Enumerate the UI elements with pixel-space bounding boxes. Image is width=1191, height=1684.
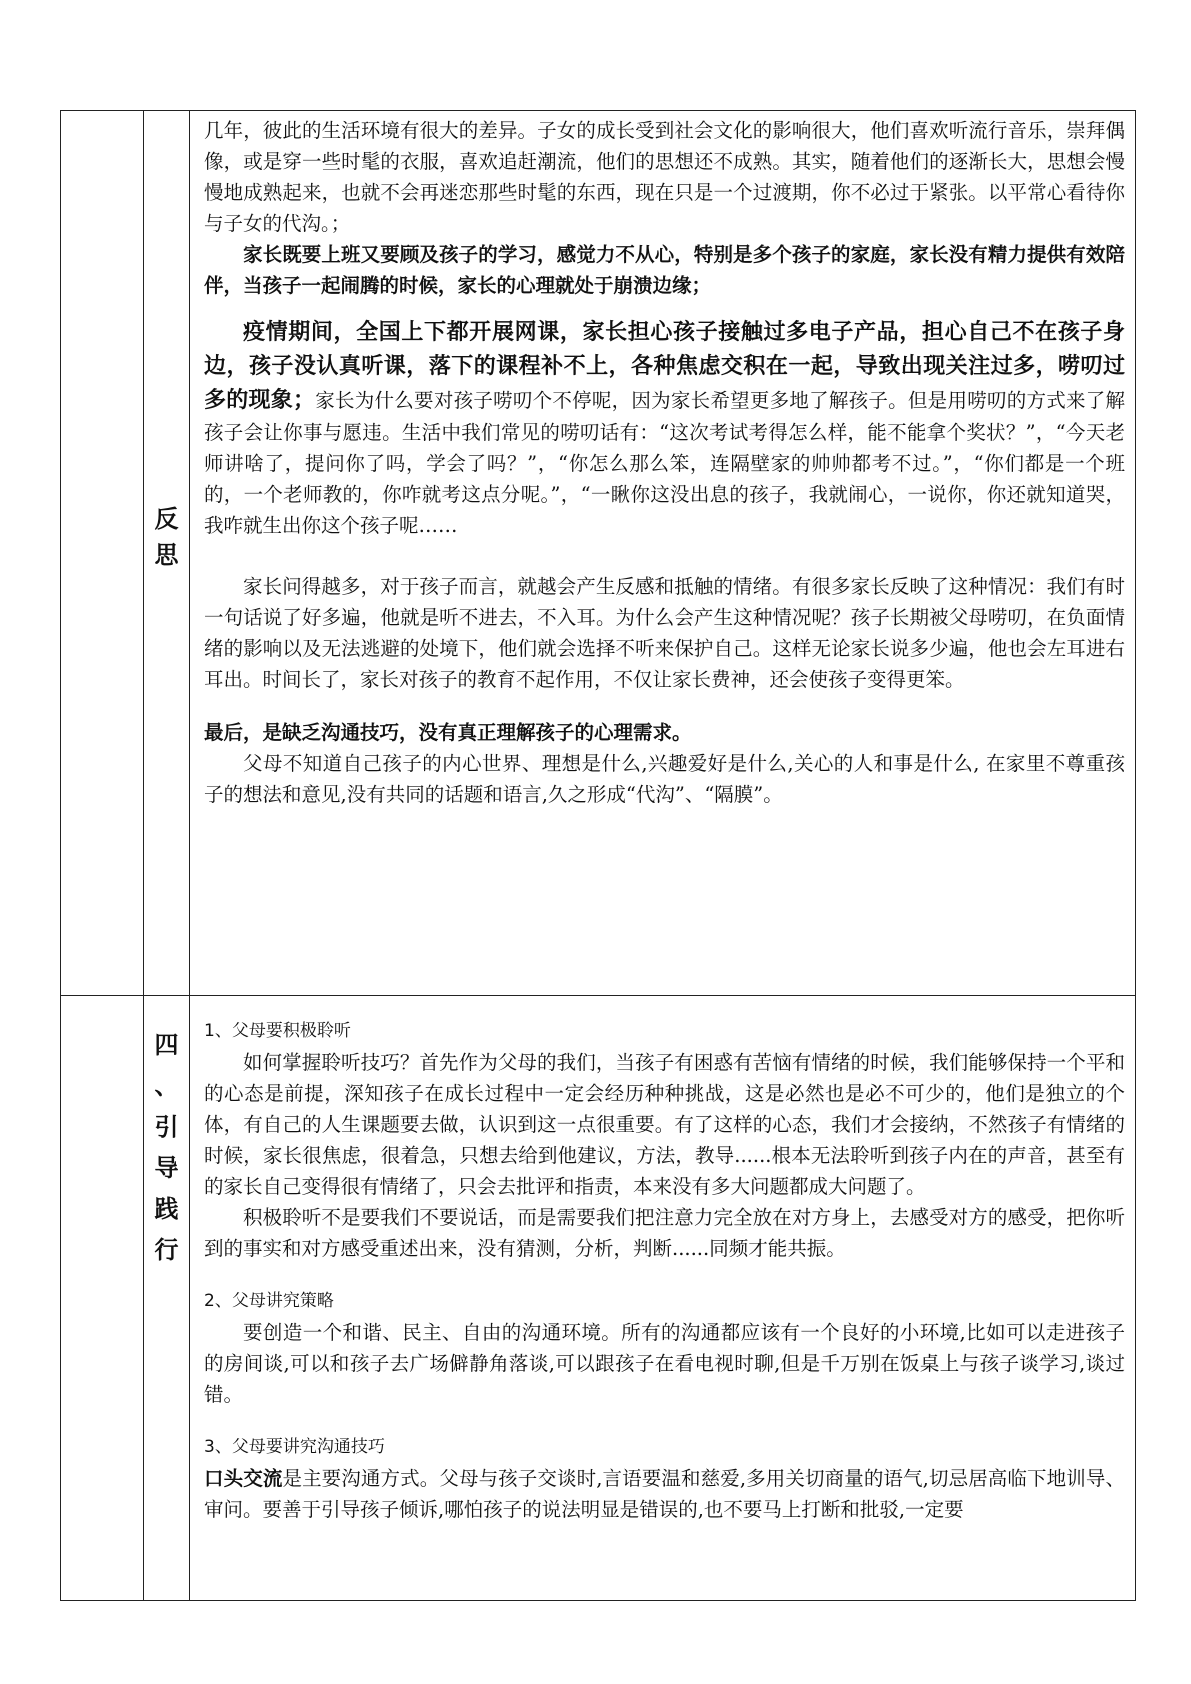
bold-paragraph: 最后，是缺乏沟通技巧，没有真正理解孩子的心理需求。 (204, 721, 692, 744)
label-char: 思 (154, 540, 179, 569)
label-char: 践 (154, 1194, 179, 1223)
paragraph (204, 315, 1125, 541)
label-char: 引 (154, 1112, 179, 1141)
paragraph-text: 是主要沟通方式。父母与孩子交谈时,言语要温和慈爱,多用关切商量的语气,切忌居高临下地训导、审问。要善于引导孩子倾诉,哪怕孩子的说法明显是错误的,也不要马上打断和批驳,一定要 (204, 1467, 1125, 1521)
paragraph: 要创造一个和谐、民主、自由的沟通环境。所有的沟通都应该有一个良好的小环境,比如可以走进孩子的房间谈,可以和孩子去广场僻静角落谈,可以跟孩子在看电视时聊,但是千万别在饭桌上与孩子谈学习,谈过错。 (204, 1321, 1125, 1406)
empty-left-cell (61, 996, 144, 1601)
section-label-guidance (144, 996, 189, 1270)
empty-left-cell (61, 111, 144, 996)
label-char: 、 (154, 1071, 179, 1100)
subsection-heading: 2、父母讲究策略 (204, 1291, 334, 1311)
section-label-cell (144, 111, 190, 996)
bold-lead: 口头交流 (204, 1467, 283, 1490)
label-char: 反 (154, 504, 179, 533)
paragraph: 几年，彼此的生活环境有很大的差异。子女的成长受到社会文化的影响很大，他们喜欢听流行音乐，崇拜偶像，或是穿一些时髦的衣服，喜欢追赶潮流，他们的思想还不成熟。其实，随着他们的逐渐长大，思想会慢慢地成熟起来，也就不会再迷恋那些时髦的东西，现在只是一个过渡期，你不必过于紧张。以平常心看待你与子女的代沟。； (204, 119, 1125, 235)
guidance-content-cell (190, 996, 1136, 1601)
lesson-table (60, 110, 1136, 1601)
bold-paragraph: 家长既要上班又要顾及孩子的学习，感觉力不从心，特别是多个孩子的家庭，家长没有精力提供有效陪伴，当孩子一起闹腾的时候，家长的心理就处于崩溃边缘； (204, 243, 1125, 297)
paragraph: 如何掌握聆听技巧？首先作为父母的我们，当孩子有困惑有苦恼有情绪的时候，我们能够保持一个平和的心态是前提，深知孩子在成长过程中一定会经历种种挑战，这是必然也是必不可少的，他们是独立的个体，有自己的人生课题要去做，认识到这一点很重要。有了这样的心态，我们才会接纳，不然孩子有情绪的时候，家长很焦虑，很着急，只想去给到他建议，方法，教导......根本无法聆听到孩子内在的声音，甚至有的家长自己变得很有情绪了，只会去批评和指责，本来没有多大问题都成大问题了。 (204, 1051, 1125, 1198)
section-label-reflection (144, 111, 189, 573)
label-char: 行 (154, 1235, 179, 1264)
section-label-cell (144, 996, 190, 1601)
label-char: 导 (154, 1153, 179, 1182)
subsection-heading: 1、父母要积极聆听 (204, 1021, 351, 1041)
bold-lead: 疫情期间，全国上下都开展网课，家长担心孩子接触过多电子产品，担心自己不在孩子身边，孩子没认真听课，落下的课程补不上，各种焦虑交积在一起，导致出现关注过多，唠叨过多的现象； (204, 319, 1125, 413)
subsection-heading: 3、父母要讲究沟通技巧 (204, 1437, 385, 1457)
paragraph: 家长问得越多，对于孩子而言，就越会产生反感和抵触的情绪。有很多家长反映了这种情况：我们有时一句话说了好多遍，他就是听不进去，不入耳。为什么会产生这种情况呢？孩子长期被父母唠叨，在负面情绪的影响以及无法逃避的处境下，他们就会选择不听来保护自己。这样无论家长说多少遍，他也会左耳进右耳出。时间长了，家长对孩子的教育不起作用，不仅让家长费神，还会使孩子变得更笨。 (204, 575, 1125, 691)
reflection-content-cell (190, 111, 1136, 996)
paragraph-text: 家长为什么要对孩子唠叨个不停呢，因为家长希望更多地了解孩子。但是用唠叨的方式来了解孩子会让你事与愿违。生活中我们常见的唠叨话有：“这次考试考得怎么样，能不能拿个奖状？”，“今天老师讲啥了，提问你了吗，学会了吗？”，“你怎么那么笨，连隔壁家的帅帅都考不过。”，“你们都是一个班的，一个老师教的，你咋就考这点分呢。”，“一瞅你这没出息的孩子，我就闹心，一说你，你还就知道哭，我咋就生出你这个孩子呢…… (204, 389, 1125, 537)
paragraph: 积极聆听不是要我们不要说话，而是需要我们把注意力完全放在对方身上，去感受对方的感受，把你听到的事实和对方感受重述出来，没有猜测，分析，判断......同频才能共振。 (204, 1206, 1125, 1260)
paragraph (204, 1463, 1125, 1525)
paragraph: 父母不知道自己孩子的内心世界、理想是什么,兴趣爱好是什么,关心的人和事是什么, 在家里不尊重孩子的想法和意见,没有共同的话题和语言,久之形成“代沟”、“隔膜”。 (204, 752, 1125, 806)
reflection-row (61, 111, 1136, 996)
guidance-row (61, 996, 1136, 1601)
label-char: 四 (154, 1030, 179, 1059)
